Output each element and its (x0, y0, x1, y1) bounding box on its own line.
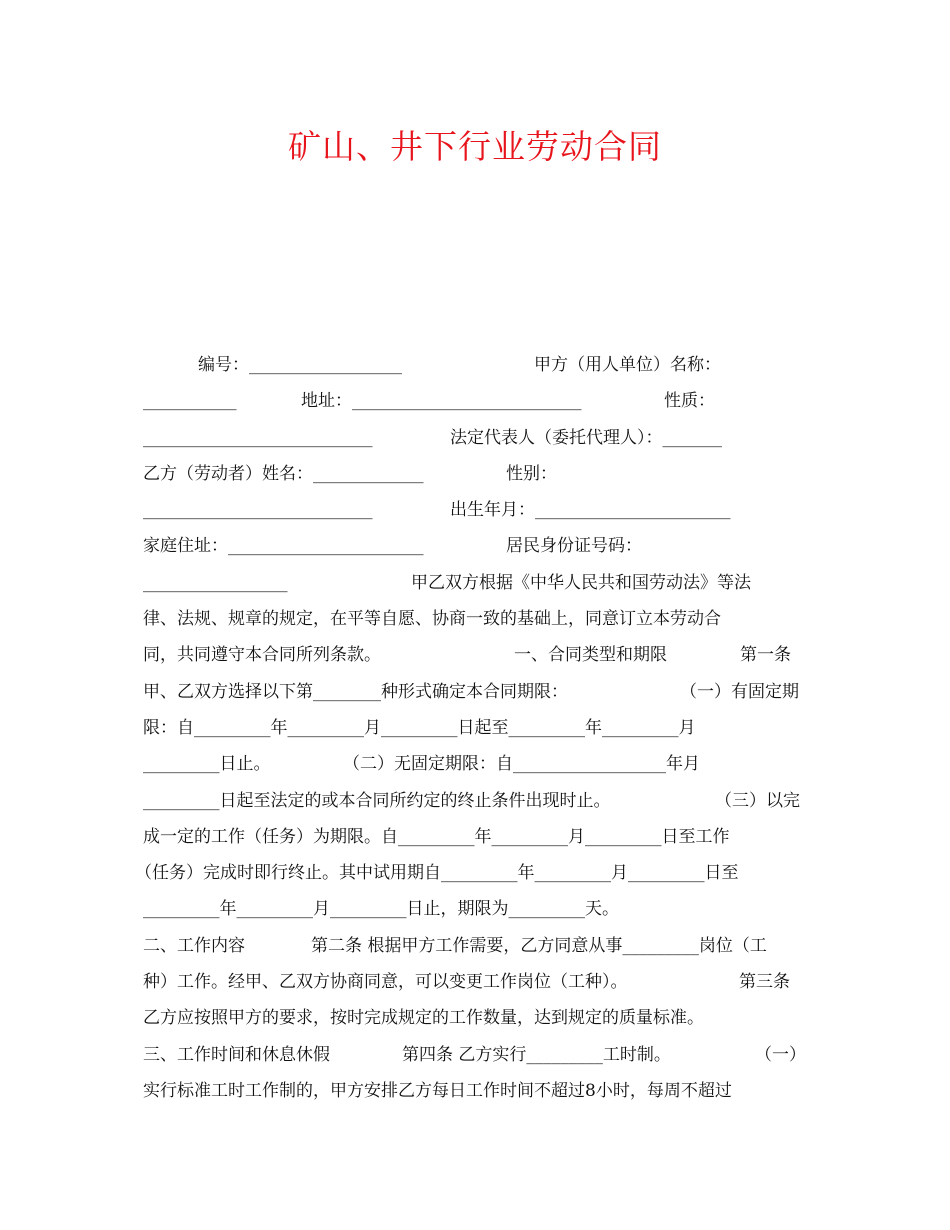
clause-text: _________日止。 (143, 754, 271, 775)
gender-label: 性别： (506, 463, 557, 484)
section-heading: 一、合同类型和期限 (514, 645, 667, 666)
clause-text: 第二条 根据甲方工作需要，乙方同意从事_________岗位（工 (311, 935, 767, 956)
text-line (143, 637, 813, 673)
nature-blank: ___________________________ (143, 427, 373, 448)
text-line (143, 746, 813, 782)
id-number-label: 居民身份证号码： (506, 536, 642, 557)
preamble-text: 同，共同遵守本合同所列条款。 (143, 645, 381, 666)
text-line (143, 674, 813, 710)
party-b-name-field: 乙方（劳动者）姓名：_____________ (143, 463, 424, 484)
preamble-text: 律、法规、规章的规定，在平等自愿、协商一致的基础上，同意订立本劳动合 (143, 609, 721, 630)
text-line (143, 601, 813, 637)
preamble-text: 甲乙双方根据《中华人民共和国劳动法》等法 (411, 572, 751, 593)
clause-item: （一） (755, 1044, 806, 1065)
text-line (143, 383, 813, 419)
text-line (135, 855, 813, 891)
text-line (143, 1000, 813, 1036)
contract-body (135, 347, 813, 1109)
clause-text: （任务）完成时即行终止。其中试用期自_________年_________月_________日至 (135, 863, 739, 884)
section-heading: 三、工作时间和休息休假 (143, 1044, 330, 1065)
clause-text: 乙方应按照甲方的要求，按时完成规定的工作数量，达到规定的质量标准。 (143, 1008, 704, 1029)
party-a-name-blank: ___________ (143, 391, 237, 412)
text-line (143, 492, 813, 528)
legal-representative-field: 法定代表人（委托代理人）：_______ (450, 427, 722, 448)
clause-item: （一）有固定期 (680, 681, 799, 702)
party-a-name-label: 甲方（用人单位）名称： (534, 355, 721, 375)
clause-text: 成一定的工作（任务）为期限。自_________年_________月_________日至工作 (143, 826, 730, 847)
contract-number-field: 编号：__________________ (198, 355, 402, 375)
text-line (143, 1073, 813, 1109)
text-line (143, 710, 813, 746)
section-heading: 二、工作内容 (143, 935, 245, 956)
text-line (143, 891, 813, 927)
clause-item: （三）以完 (715, 790, 800, 811)
gender-blank: ___________________________ (143, 500, 373, 521)
address-field: 地址：___________________________ (301, 391, 582, 412)
text-line (143, 565, 813, 601)
text-line (143, 528, 813, 564)
clause-text: 种）工作。经甲、乙双方协商同意，可以变更工作岗位（工种）。 (143, 972, 628, 993)
id-number-blank: _________________ (143, 572, 288, 593)
clause-text: 实行标准工时工作制的，甲方安排乙方每日工作时间不超过8小时，每周不超过 (143, 1080, 732, 1101)
clause-text: _________年_________月_________日止，期限为_________天。 (143, 899, 619, 920)
home-address-field: 家庭住址：_______________________ (143, 536, 424, 557)
article-label: 第一条 (740, 645, 791, 666)
text-line (143, 819, 813, 855)
clause-text: 甲、乙双方选择以下第________种形式确定本合同期限： (143, 681, 568, 702)
text-line (143, 347, 813, 383)
clause-text: _________日起至法定的或本合同所约定的终止条件出现时止。 (143, 790, 611, 811)
text-line (143, 928, 813, 964)
text-line (143, 456, 813, 492)
document-title: 矿山、井下行业劳动合同 (288, 127, 662, 166)
birth-date-field: 出生年月：_______________________ (450, 500, 731, 521)
clause-item: （二）无固定期限：自__________________年月 (343, 754, 700, 775)
clause-text: 第四条 乙方实行_________工时制。 (402, 1044, 671, 1065)
text-line (143, 964, 813, 1000)
nature-label: 性质： (664, 391, 715, 412)
text-line (143, 1037, 813, 1073)
text-line (143, 420, 813, 456)
clause-text: 限：自_________年_________月_________日起至_________年_________月 (143, 717, 696, 738)
article-label: 第三条 (739, 972, 790, 993)
text-line (143, 783, 813, 819)
